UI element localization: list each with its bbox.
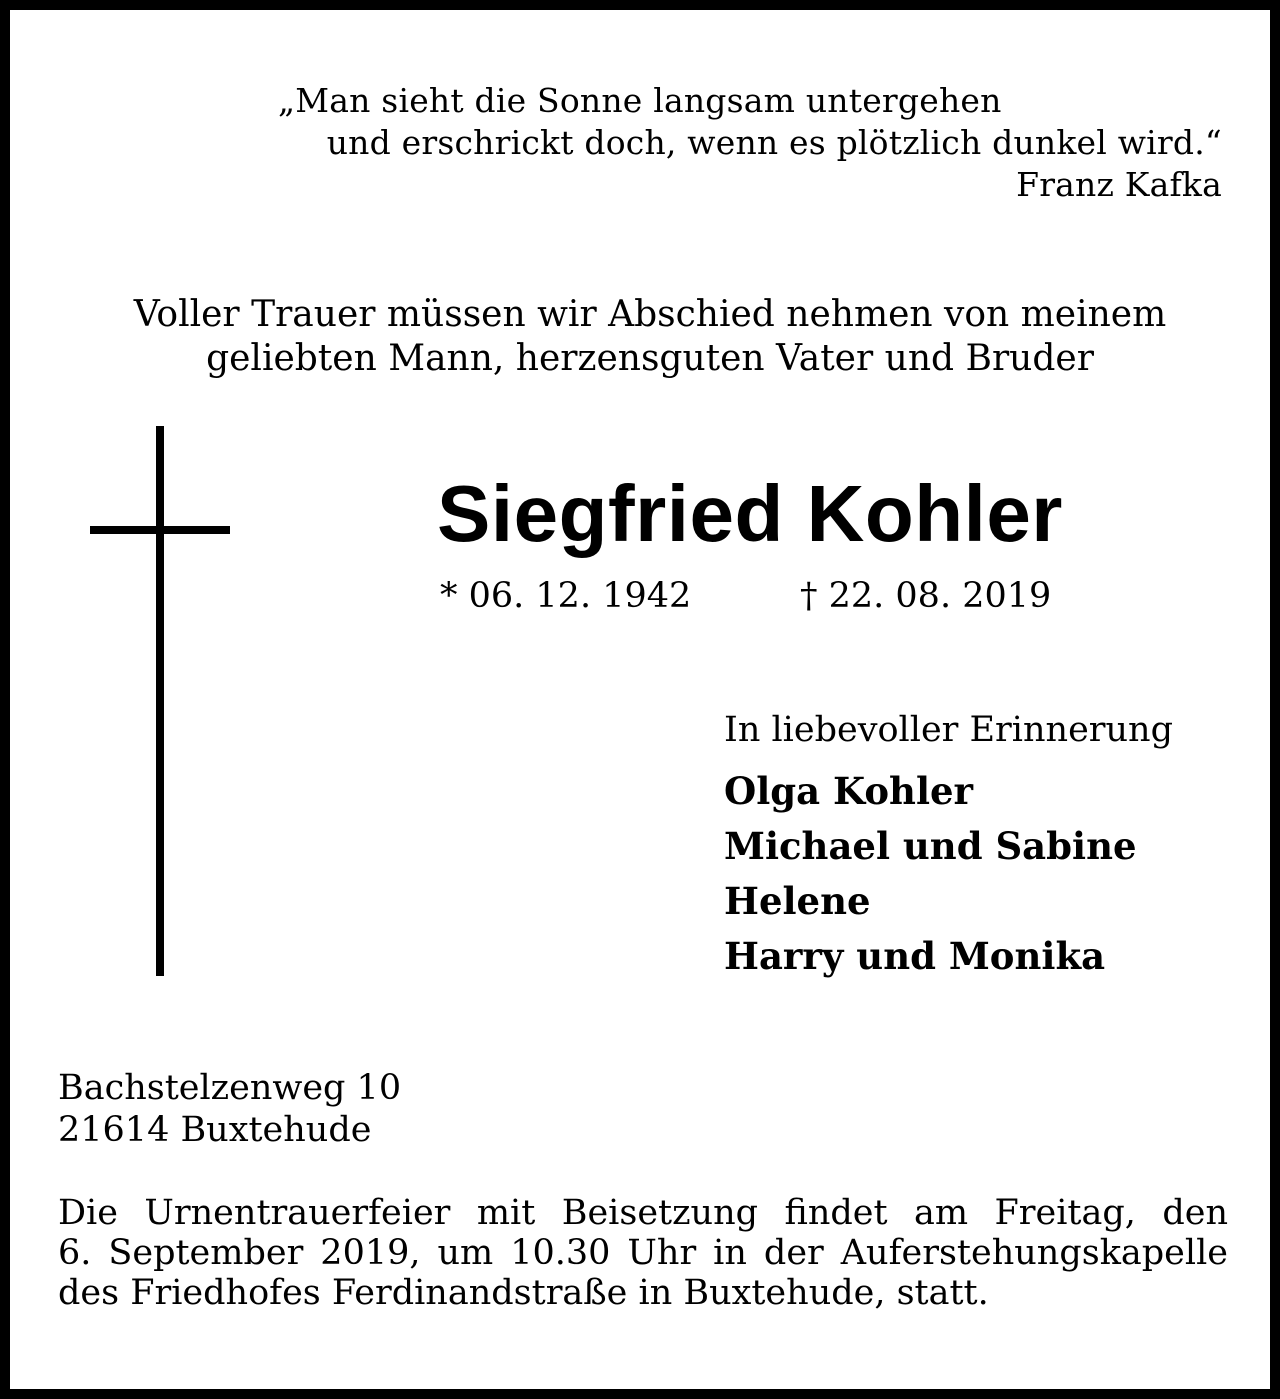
birth-date: * 06. 12. 1942 [440,576,692,616]
ceremony-info [58,1193,1228,1313]
intro-line-2: geliebten Mann, herzensguten Vater und Bruder [206,338,1094,379]
cross-icon-horizontal [90,526,230,534]
ceremony-line-3: des Friedhofes Ferdinandstraße in Buxtehude, statt. [58,1273,989,1313]
ceremony-line-2: 6. September 2019, um 10.30 Uhr in der Auferstehungskapelle [58,1233,1228,1273]
address-street: Bachstelzenweg 10 [58,1068,402,1108]
mourner-name: Helene [724,879,871,923]
deceased-name: Siegfried Kohler [437,469,1063,558]
cross-icon-vertical [156,426,164,976]
mourner-name: Michael und Sabine [724,824,1137,868]
mourner-name: Harry und Monika [724,934,1106,978]
mourner-name: Olga Kohler [724,769,974,813]
mourners-lead: In liebevoller Erinnerung [724,710,1174,750]
death-date: † 22. 08. 2019 [800,576,1052,616]
intro-text [60,293,1240,381]
quote-line-2: und erschrickt doch, wenn es plötzlich dunkel wird.“ [326,123,1222,162]
kafka-quote [262,80,1222,206]
quote-author: Franz Kafka [1016,165,1222,204]
quote-line-1: „Man sieht die Sonne langsam untergehen [278,81,1002,120]
intro-line-1: Voller Trauer müssen wir Abschied nehmen von meinem [133,294,1167,335]
mourners-block [724,708,1254,984]
ceremony-line-1: Die Urnentrauerfeier mit Beisetzung findet am Freitag, den [58,1193,1228,1233]
address-block [58,1067,401,1151]
address-city: 21614 Buxtehude [58,1110,372,1150]
